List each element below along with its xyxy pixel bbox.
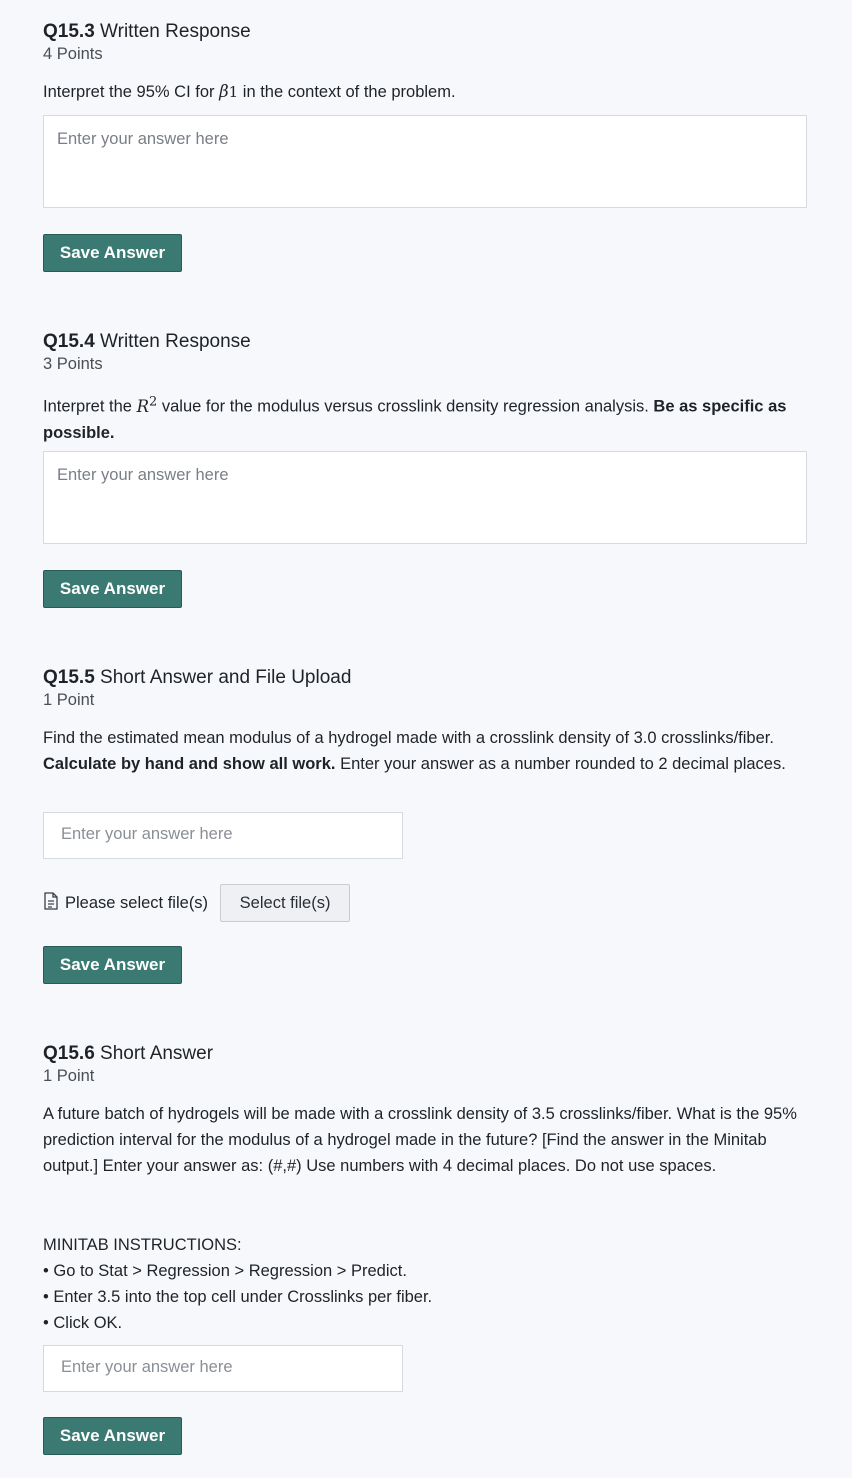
save-answer-button[interactable]: Save Answer	[43, 946, 182, 984]
file-upload-row	[43, 884, 350, 922]
question-q15-3	[43, 20, 813, 65]
prompt-text: Enter your answer as a number rounded to 2 decimal places.	[335, 755, 786, 773]
prompt-text: value for the modulus versus crosslink density regression analysis.	[157, 397, 654, 416]
minitab-instructions	[43, 1232, 813, 1336]
question-prompt	[43, 79, 813, 105]
instruction-item: • Enter 3.5 into the top cell under Crosslinks per fiber.	[43, 1288, 433, 1306]
question-prompt	[43, 725, 811, 777]
question-title	[43, 1042, 813, 1066]
answer-textarea[interactable]	[43, 115, 807, 208]
question-type: Short Answer and File Upload	[100, 667, 352, 688]
math-symbol: R	[136, 396, 149, 416]
prompt-text: Interpret the	[43, 397, 137, 416]
question-number: Q15.3	[43, 21, 95, 42]
answer-input[interactable]	[43, 1345, 403, 1392]
file-icon	[43, 892, 59, 915]
prompt-emphasis: Be as specific as possible.	[43, 397, 787, 442]
instructions-title: MINITAB INSTRUCTIONS:	[43, 1236, 242, 1254]
math-subscript: 1	[228, 83, 239, 101]
question-points: 1 Point	[43, 691, 95, 709]
math-symbol: β	[219, 82, 229, 101]
question-q15-5	[43, 666, 813, 711]
question-q15-4	[43, 330, 813, 375]
question-type: Written Response	[100, 331, 251, 352]
question-title	[43, 330, 813, 354]
file-status-label: Please select file(s)	[65, 893, 209, 912]
question-prompt	[43, 389, 813, 446]
question-title	[43, 20, 813, 44]
instruction-item: • Go to Stat > Regression > Regression > Predict.	[43, 1262, 407, 1280]
prompt-text: Interpret the 95% CI for	[43, 83, 220, 101]
question-q15-6	[43, 1042, 813, 1087]
question-number: Q15.5	[43, 667, 95, 688]
prompt-emphasis: Calculate by hand and show all work.	[43, 755, 336, 773]
select-files-button[interactable]: Select file(s)	[220, 884, 350, 922]
prompt-text: in the context of the problem.	[238, 83, 456, 101]
question-points: 3 Points	[43, 355, 103, 373]
question-number: Q15.6	[43, 1043, 95, 1064]
question-prompt: A future batch of hydrogels will be made with a crosslink density of 3.5 crosslinks/fiber. What is the 95% prediction interval for the modulus of a hydrogel made in the future? [Find the answer in the Minitab output.] Enter your answer as: (#,#) Use numbers with 4 decimal places. Do not use spaces.	[43, 1105, 797, 1175]
question-number: Q15.4	[43, 331, 95, 352]
answer-placeholder: Enter your answer here	[57, 466, 229, 484]
question-points: 4 Points	[43, 45, 103, 63]
answer-placeholder: Enter your answer here	[61, 825, 233, 843]
answer-textarea[interactable]	[43, 451, 807, 544]
question-points: 1 Point	[43, 1067, 95, 1085]
question-type: Short Answer	[100, 1043, 214, 1064]
save-answer-button[interactable]: Save Answer	[43, 570, 182, 608]
answer-placeholder: Enter your answer here	[61, 1358, 233, 1376]
answer-placeholder: Enter your answer here	[57, 130, 229, 148]
prompt-text: Find the estimated mean modulus of a hydrogel made with a crosslink density of 3.0 crosslinks/fiber.	[43, 729, 774, 747]
math-r-squared	[136, 394, 158, 416]
save-answer-button[interactable]: Save Answer	[43, 1417, 182, 1455]
math-superscript: 2	[149, 394, 158, 409]
question-type: Written Response	[100, 21, 251, 42]
question-title	[43, 666, 813, 690]
math-beta1	[219, 82, 238, 101]
answer-input[interactable]	[43, 812, 403, 859]
instruction-item: • Click OK.	[43, 1314, 123, 1332]
save-answer-button[interactable]: Save Answer	[43, 234, 182, 272]
